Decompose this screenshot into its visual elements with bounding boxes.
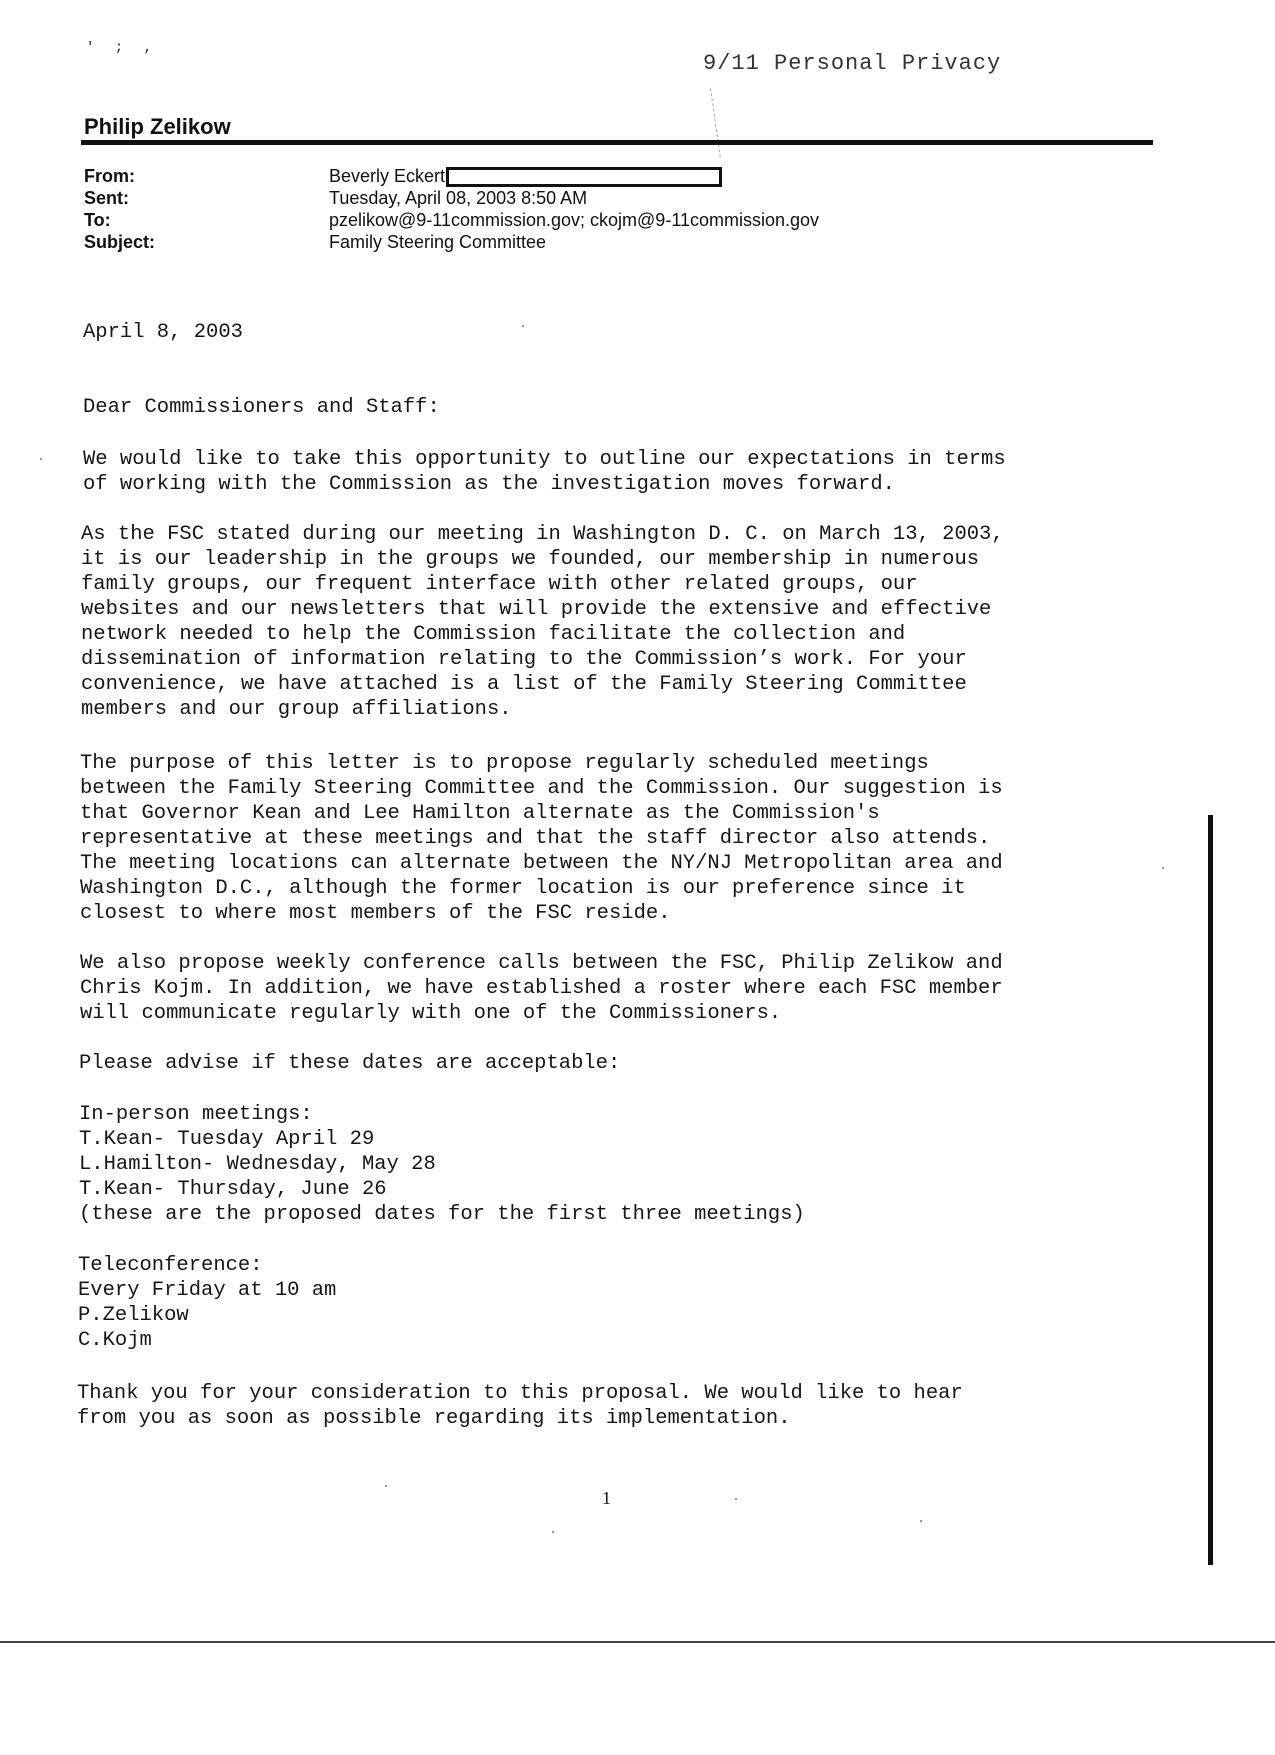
from-label: From:: [84, 166, 135, 186]
subject-value: Family Steering Committee: [329, 232, 547, 252]
from-value: [329, 165, 722, 187]
to-value: pzelikow@9-11commission.gov; ckojm@9-11commission.gov: [329, 210, 820, 230]
letter-date: April 8, 2003: [83, 321, 243, 344]
scan-speck: [552, 1531, 554, 1533]
privacy-redaction-note: 9/11 Personal Privacy: [703, 51, 1002, 76]
header-rule: [81, 140, 1153, 145]
scan-speck: [385, 1485, 387, 1487]
mailbox-owner-name: Philip Zelikow: [84, 114, 231, 139]
to-label: To:: [84, 210, 111, 230]
redaction-box: [446, 167, 722, 187]
sent-label: Sent:: [84, 188, 129, 208]
paragraph-advise-dates: Please advise if these dates are acceptable:: [79, 1052, 621, 1075]
sent-value: Tuesday, April 08, 2003 8:50 AM: [329, 188, 588, 208]
teleconference-list: Teleconference: Every Friday at 10 am P.Zelikow C.Kojm: [78, 1254, 337, 1352]
paragraph-fsc-network: As the FSC stated during our meeting in Washington D. C. on March 13, 2003, it is our leadership in the groups we founded, our membership in numerous family groups, our frequent interface with other related groups, our websites and our newsletters that will provide the extensive and effective network needed to help the Commission facilitate the collection and dissemination of information relating to the Commission’s work. For your convenience, we have attached is a list of the Family Steering Committee members and our group affiliations.: [81, 523, 1004, 721]
scan-speck: [735, 1498, 737, 1500]
paragraph-meeting-proposal: The purpose of this letter is to propose regularly scheduled meetings between the Family Steering Committee and the Commission. Our suggestion is that Governor Kean and Lee Hamilton alternate as the Commission's representative at these meetings and that the staff director also attends. The meeting locations can alternate between the NY/NJ Metropolitan area and Washington D.C., although the former location is our preference since it closest to where most members of the FSC reside.: [80, 752, 1003, 925]
page-number: 1: [602, 1488, 611, 1508]
letter-salutation: Dear Commissioners and Staff:: [83, 396, 440, 419]
scan-speck: [522, 325, 524, 327]
scan-marks: ' ; ,: [86, 40, 159, 56]
in-person-meetings-list: In-person meetings: T.Kean- Tuesday April 29 L.Hamilton- Wednesday, May 28 T.Kean- Thursday, June 26 (these are the proposed dates for the first three meetings): [79, 1103, 805, 1226]
subject-label: Subject:: [84, 232, 156, 252]
scan-speck: [920, 1520, 922, 1522]
scan-edge-bar: [1208, 815, 1213, 1565]
sender-name: Beverly Eckert: [329, 166, 446, 186]
scan-speck: [1162, 867, 1164, 869]
scan-speck: [40, 458, 42, 460]
scan-line: [710, 88, 722, 158]
paragraph-expectations: We would like to take this opportunity to outline our expectations in terms of working with the Commission as the investigation moves forward.: [83, 448, 1006, 496]
paragraph-conference-calls: We also propose weekly conference calls between the FSC, Philip Zelikow and Chris Kojm. In addition, we have established a roster where each FSC member will communicate regularly with one of the Commissioners.: [80, 952, 1003, 1025]
scan-bottom-edge: [0, 1641, 1275, 1643]
letter-closing: Thank you for your consideration to this proposal. We would like to hear from you as soon as possible regarding its implementation.: [77, 1382, 963, 1430]
